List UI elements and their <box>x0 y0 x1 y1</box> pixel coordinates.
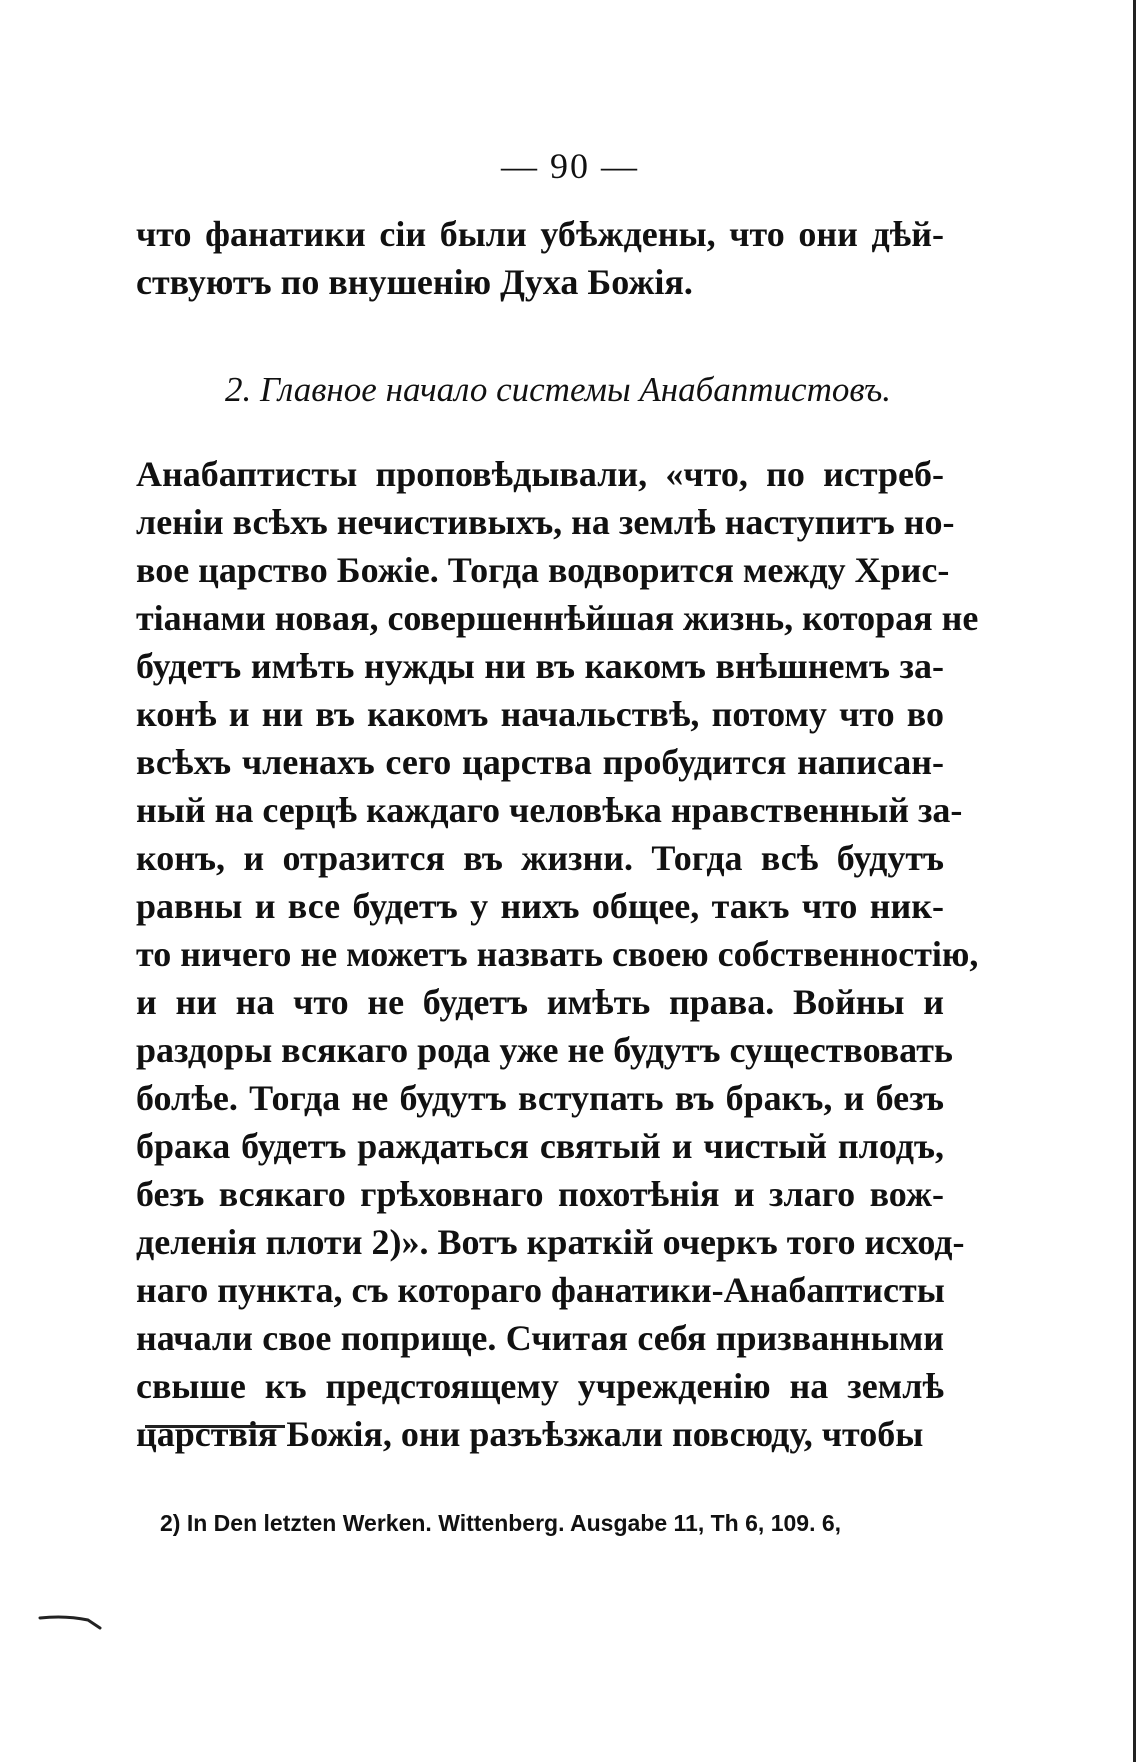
text-line: тіанами новая, совершеннѣйшая жизнь, которая не <box>136 598 979 638</box>
text-line: деленія плоти 2)». Вотъ краткій очеркъ того исход- <box>136 1222 965 1262</box>
text-line: будетъ имѣть нужды ни въ какомъ внѣшнемъ за- <box>136 646 944 686</box>
text-line: царствія Божія, они разъѣзжали повсюду, чтобы <box>136 1414 924 1454</box>
page-edge-line <box>1133 0 1136 1762</box>
text-line: равны и все будетъ у нихъ общее, такъ что ник- <box>136 886 944 926</box>
text-line: ный на серцѣ каждаго человѣка нравственный за- <box>136 790 963 830</box>
text-line: всѣхъ членахъ сего царства пробудится написан- <box>136 742 944 782</box>
text-line: вое царство Божіе. Тогда водворится между Хрис- <box>136 550 950 590</box>
page-number: — 90 — <box>501 146 639 186</box>
footnote-rule <box>145 1425 285 1428</box>
text-line: раздоры всякаго рода уже не будутъ существовать <box>136 1030 953 1070</box>
footnote: 2) In Den letzten Werken. Wittenberg. Ausgabe 11, Th 6, 109. 6, <box>160 1510 842 1536</box>
text-line: наго пункта, съ котораго фанатики-Анабаптисты <box>136 1270 945 1310</box>
text-line: леніи всѣхъ нечистивыхъ, на землѣ наступитъ но- <box>136 502 955 542</box>
text-line: начали свое поприще. Считая себя призванными <box>136 1318 944 1358</box>
text-line: что фанатики сіи были убѣждены, что они дѣй- <box>136 214 944 254</box>
text-line: конъ, и отразится въ жизни. Тогда всѣ будутъ <box>136 838 944 878</box>
pen-stroke-mark <box>38 1610 102 1630</box>
section-heading: 2. Главное начало системы Анабаптистовъ. <box>225 370 891 409</box>
text-line: то ничего не можетъ назвать своею собственностію, <box>136 934 979 974</box>
text-line: и ни на что не будетъ имѣть права. Войны и <box>136 982 944 1022</box>
text-line: брака будетъ раждаться святый и чистый плодъ, <box>136 1126 944 1166</box>
intro-paragraph <box>136 210 944 306</box>
text-line: конѣ и ни въ какомъ начальствѣ, потому что во <box>136 694 944 734</box>
text-line: болѣе. Тогда не будутъ вступать въ бракъ, и безъ <box>136 1078 944 1118</box>
text-line: Анабаптисты проповѣдывали, «что, по истреб- <box>136 454 944 494</box>
text-line: свыше къ предстоящему учрежденію на землѣ <box>136 1366 944 1406</box>
text-line: безъ всякаго грѣховнаго похотѣнія и злаго вож- <box>136 1174 944 1214</box>
text-line: ствуютъ по внушенію Духа Божія. <box>136 262 693 302</box>
body-paragraph <box>136 450 979 1458</box>
